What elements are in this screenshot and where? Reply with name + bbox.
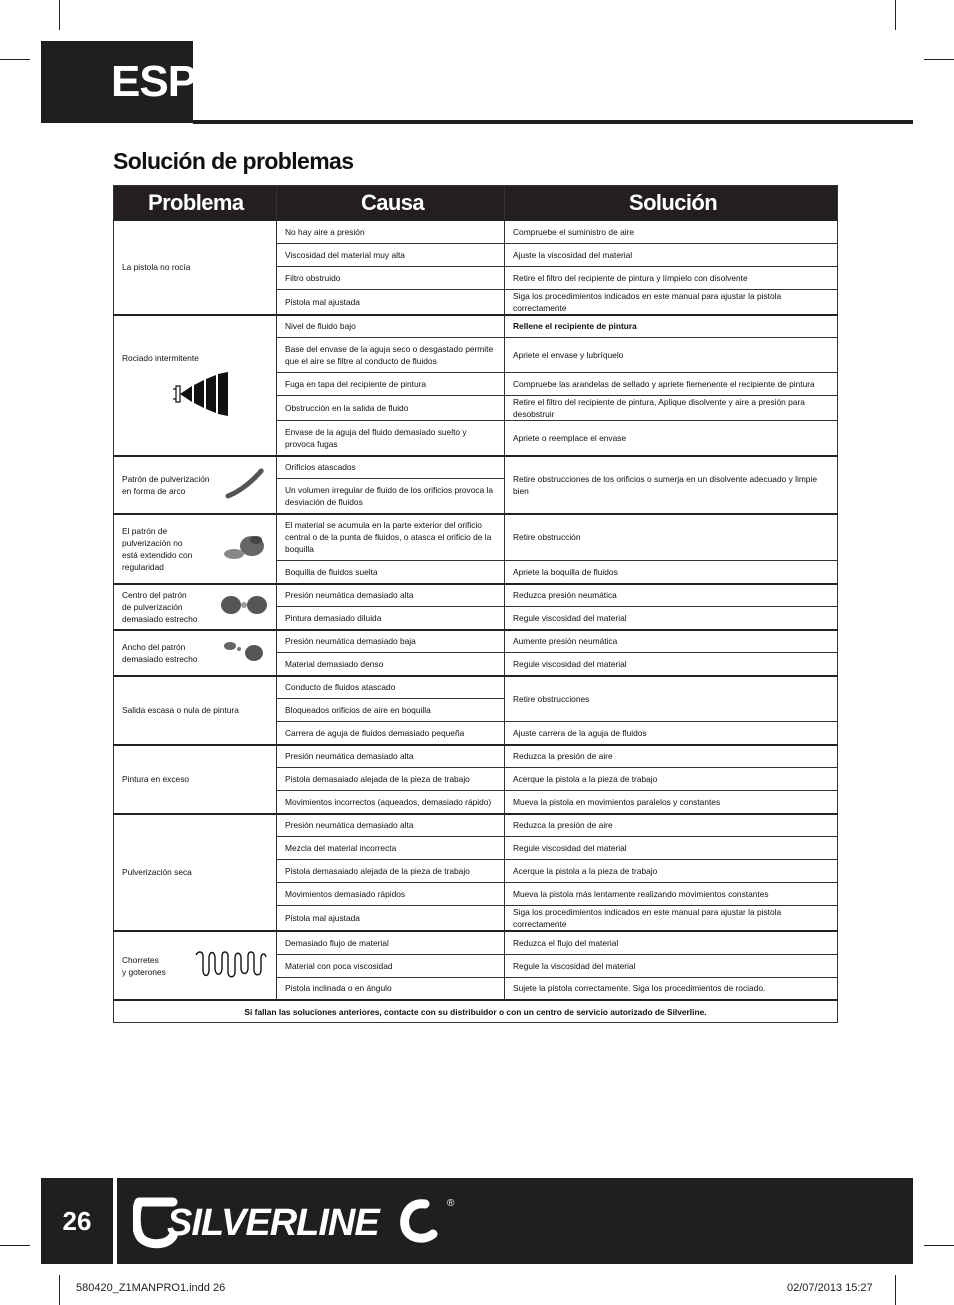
problem-text: Rociado intermitente <box>122 352 199 363</box>
cause-cell: Envase de la aguja del fluido demasiado suelto y provoca fugas <box>277 421 505 456</box>
cause-cell: Pintura demasiado diluida <box>277 607 505 630</box>
problem-text: Centro del patrón de pulverización demasiado estrecho <box>122 589 198 624</box>
table-row <box>114 220 838 243</box>
solution-cell: Regule viscosidad del material <box>505 607 838 630</box>
language-tab <box>41 41 197 123</box>
cause-cell: Nivel de fluido bajo <box>277 315 505 338</box>
crop-mark <box>895 1275 896 1305</box>
solution-cell: Mueva la pistola más lentamente realizando movimientos constantes <box>505 883 838 906</box>
solution-cell: Rellene el recipiente de pintura <box>505 315 838 338</box>
crop-mark <box>924 59 954 60</box>
cause-cell: Filtro obstruido <box>277 266 505 289</box>
problem-text: La pistola no rocía <box>122 262 191 273</box>
table-row <box>114 745 838 768</box>
troubleshooting-table <box>113 185 838 1023</box>
cause-cell: El material se acumula en la parte exterior del orificio central o de la punta de fluidos, o atasca el orificio de la boquilla <box>277 514 505 561</box>
problem-cell <box>114 745 277 814</box>
solution-cell: Reduzca el flujo del material <box>505 931 838 954</box>
solution-cell: Regule la viscosidad del material <box>505 954 838 977</box>
problem-cell <box>114 315 277 456</box>
cause-cell: Viscosidad del material muy alta <box>277 243 505 266</box>
solution-cell: Acerque la pistola a la pieza de trabajo <box>505 860 838 883</box>
problem-cell <box>114 630 277 676</box>
table-row <box>114 814 838 837</box>
solution-cell: Retire el filtro del recipiente de pintura, Aplique disolvente y aire a presión para desobstruir <box>505 396 838 421</box>
cause-cell: Fuga en tapa del recipiente de pintura <box>277 373 505 396</box>
crop-mark <box>895 0 896 30</box>
problem-cell <box>114 220 277 315</box>
cause-cell: Pistola demasaiado alejada de la pieza de trabajo <box>277 860 505 883</box>
problem-text: Salida escasa o nula de pintura <box>122 705 239 715</box>
cause-cell: Mezcla del material incorrecta <box>277 837 505 860</box>
solution-cell: Mueva la pistola en movimientos paralelos y constantes <box>505 791 838 814</box>
problem-cell <box>114 931 277 1000</box>
cause-cell: Pistola mal ajustada <box>277 906 505 932</box>
cause-cell: Material demasiado denso <box>277 653 505 676</box>
crop-mark <box>59 1275 60 1305</box>
solution-cell: Acerque la pistola a la pieza de trabajo <box>505 768 838 791</box>
solution-cell: Sujete la pistola correctamente. Siga los procedimientos de rociado. <box>505 977 838 1000</box>
crop-mark <box>924 1245 954 1246</box>
problem-text: Pintura en exceso <box>122 774 190 784</box>
crop-mark <box>0 59 30 60</box>
solution-cell: Retire obstrucciones <box>505 676 838 722</box>
solution-cell: Reduzca la presión de aire <box>505 814 838 837</box>
cause-cell: Obstrucción en la salida de fluido <box>277 396 505 421</box>
drips-runs-icon <box>194 949 268 982</box>
table-row <box>114 315 838 338</box>
cause-cell: Presión neumática demasiado alta <box>277 745 505 768</box>
registered-mark: ® <box>447 1198 455 1209</box>
column-header-cause: Causa <box>277 186 505 221</box>
language-code: ESP <box>111 57 197 106</box>
solution-cell: Apriete o reemplace el envase <box>505 421 838 456</box>
solution-cell: Compruebe el suministro de aire <box>505 220 838 243</box>
solution-cell: Regule viscosidad del material <box>505 653 838 676</box>
cause-cell: Orificios atascados <box>277 456 505 479</box>
cause-cell: Boquilla de fluidos suelta <box>277 561 505 584</box>
problem-cell <box>114 456 277 514</box>
silverline-logo <box>133 1188 473 1254</box>
problem-cell <box>114 814 277 932</box>
solution-cell: Reduzca presión neumática <box>505 584 838 607</box>
cause-cell: Un volumen irregular de fluido de los orificios provoca la desviación de fluidos <box>277 479 505 514</box>
footer-bar <box>41 1178 913 1264</box>
cause-cell: Carrera de aguja de fluidos demasiado pequeña <box>277 722 505 745</box>
cause-cell: Pistola inclinada o en ángulo <box>277 977 505 1000</box>
solution-cell: Apriete el envase y lubríquelo <box>505 338 838 373</box>
footer-note: Si fallan las soluciones anteriores, contacte con su distribuidor o con un centro de servicio autorizado de Silverline. <box>114 1000 838 1023</box>
cause-cell: Pistola demasaiado alejada de la pieza de trabajo <box>277 768 505 791</box>
brand-wordmark: SILVERLINE <box>167 1202 379 1244</box>
page-number: 26 <box>62 1205 92 1236</box>
uneven-spray-pattern-icon <box>222 530 268 567</box>
cause-cell: Conducto de fluidos atascado <box>277 676 505 699</box>
cause-cell: Bloqueados orificios de aire en boquilla <box>277 699 505 722</box>
table-footer-row <box>114 1000 838 1023</box>
solution-cell: Siga los procedimientos indicados en este manual para ajustar la pistola correctamente <box>505 289 838 315</box>
cause-cell: No hay aire a presión <box>277 220 505 243</box>
cause-cell: Movimientos demasiado rápidos <box>277 883 505 906</box>
column-header-solution: Solución <box>505 186 838 221</box>
table-row <box>114 931 838 954</box>
arc-spray-pattern-icon <box>224 466 268 503</box>
solution-cell: Ajuste carrera de la aguja de fluidos <box>505 722 838 745</box>
table-row <box>114 514 838 561</box>
problem-cell <box>114 514 277 584</box>
table-row <box>114 630 838 653</box>
table-row <box>114 584 838 607</box>
table-row <box>114 456 838 479</box>
slug-date: 02/07/2013 15:27 <box>787 1282 873 1294</box>
split-spray-pattern-icon <box>220 592 268 621</box>
slug-file: 580420_Z1MANPRO1.indd 26 <box>76 1282 226 1294</box>
cause-cell: Presión neumática demasiado alta <box>277 584 505 607</box>
narrow-spray-pattern-icon <box>220 638 268 667</box>
crop-mark <box>59 0 60 30</box>
problem-cell <box>114 584 277 630</box>
problem-text: Chorretes y goterones <box>122 954 166 977</box>
solution-cell: Ajuste la viscosidad del material <box>505 243 838 266</box>
solution-cell: Retire el filtro del recipiente de pintura y límpielo con disolvente <box>505 266 838 289</box>
cause-cell: Presión neumática demasiado baja <box>277 630 505 653</box>
section-title: Solución de problemas <box>113 148 354 174</box>
solution-cell: Reduzca la presión de aire <box>505 745 838 768</box>
spray-burst-icon <box>170 372 232 419</box>
solution-cell: Regule viscosidad del material <box>505 837 838 860</box>
problem-text: Ancho del patrón demasiado estrecho <box>122 641 198 664</box>
problem-text: Pulverización seca <box>122 867 192 878</box>
cause-cell: Demasiado flujo de material <box>277 931 505 954</box>
problem-cell <box>114 676 277 745</box>
table-header-row <box>114 186 838 221</box>
cause-cell: Pistola mal ajustada <box>277 289 505 315</box>
solution-cell: Retire obstrucción <box>505 514 838 561</box>
solution-cell: Aumente presión neumática <box>505 630 838 653</box>
solution-cell: Retire obstrucciones de los orificios o sumerja en un disolvente adecuado y limpie bien <box>505 456 838 514</box>
problem-text: Patrón de pulverización en forma de arco <box>122 473 210 496</box>
cause-cell: Movimientos incorrectos (aqueados, demasiado rápido) <box>277 791 505 814</box>
footer-divider <box>113 1178 117 1264</box>
solution-cell: Compruebe las arandelas de sellado y apriete fiemenente el recipiente de pintura <box>505 373 838 396</box>
cause-cell: Material con poca viscosidad <box>277 954 505 977</box>
problem-text: El patrón de pulverización no está extendido con regularidad <box>122 525 193 572</box>
crop-mark <box>0 1245 30 1246</box>
table-body <box>114 220 838 1000</box>
solution-cell: Siga los procedimientos indicados en este manual para ajustar la pistola correctamente <box>505 906 838 932</box>
header-rule <box>193 120 913 124</box>
cause-cell: Presión neumática demasiado alta <box>277 814 505 837</box>
cause-cell: Base del envase de la aguja seco o desgastado permite que el aire se filtre al conducto de fluidos <box>277 338 505 373</box>
column-header-problem: Problema <box>114 186 277 221</box>
table-row <box>114 676 838 699</box>
solution-cell: Apriete la boquilla de fluidos <box>505 561 838 584</box>
